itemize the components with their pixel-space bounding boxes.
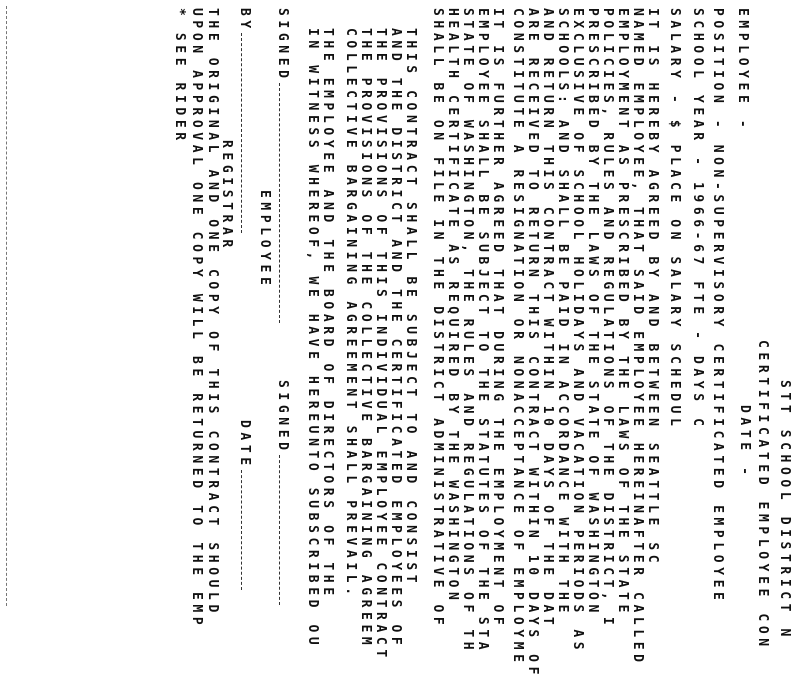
header-date-label: DATE - [737, 405, 752, 480]
paragraph-further-agreed [430, 8, 505, 654]
paragraph-line: AND THE DISTRICT AND THE CERTIFICATED EMPLOYEES OF [388, 28, 403, 650]
employee-field: EMPLOYEE - [735, 8, 750, 133]
paragraph-line: IN WITNESS WHEREOF, WE HAVE HEREUNTO SUBSCRIBED OU [305, 28, 320, 650]
district-title: STT SCHOOL DISTRICT N [777, 380, 792, 641]
paragraph-line: POLICIES, RULES AND REGULATIONS OF THE DISTRICT, I [600, 8, 615, 630]
paragraph-line: PRESCRIBED BY THE LAWS OF THE STATE OF WASHINGTON [585, 8, 600, 617]
paragraph-line: NAMED EMPLOYEE, THAT SAID EMPLOYEE HEREINAFTER CALLED [630, 8, 645, 667]
paragraph-witness [305, 28, 335, 649]
by-signature-line [237, 8, 252, 233]
paragraph-line: STATE OF WASHINGTON, THE RULES AND REGULATIONS OF TH [460, 8, 475, 655]
by-label: BY [237, 8, 252, 33]
signed-label: SIGNED [275, 8, 290, 83]
rider-note: * SEE RIDER [172, 8, 187, 145]
paragraph-line: ARE RECEIVED TO RETURN THIS CONTRACT WITHIN 10 DAYS OF [525, 8, 540, 679]
date-label: DATE [237, 420, 252, 470]
paragraph-line: HEALTH CERTIFICATE AS REQUIRED BY THE WASHINGTON [445, 8, 460, 605]
paragraph-line: COLLECTIVE BARGAINING AGREEMENT SHALL PREVAIL. [343, 28, 358, 600]
paragraph-line: THIS CONTRACT SHALL BE SUBJECT TO AND CONSIST [403, 28, 418, 588]
salary-field: SALARY - $ PLACE ON SALARY SCHEDUL [667, 8, 682, 431]
paragraph-line: EXCLUSIVE OF SCHOOL HOLIDAYS AND VACATION PERIODS AS [570, 8, 585, 655]
signed-label: SIGNED [275, 380, 290, 455]
employee-role-label: EMPLOYEE [257, 190, 272, 290]
paragraph-agreement [510, 8, 660, 679]
paragraph-line: EMPLOYMENT AS PRESCRIBED BY THE LAWS OF THE STATE [615, 8, 630, 617]
paragraph-line: THE EMPLOYEE AND THE BOARD OF DIRECTORS OF THE [320, 28, 335, 600]
paragraph-line: CONSTITUTE A RESIGNATION OR NONACCEPTANCE OF EMPLOYME [510, 8, 525, 667]
date-signature-line [237, 420, 252, 590]
registrar-role-label: REGISTRAR [219, 140, 234, 252]
paragraph-line: IT IS FURTHER AGREED THAT DURING THE EMPLOYMENT OF [490, 8, 505, 630]
paragraph-collective-bargaining [343, 28, 418, 662]
school-year-field: SCHOOL YEAR - 1966-67 FTE - DAYS C [690, 8, 705, 431]
original-copy-notice-1: THE ORIGINAL AND ONE COPY OF THIS CONTRACT SHOULD [205, 8, 220, 617]
paragraph-line: EMPLOYEE SHALL BE SUBJECT TO THE STATUTES OF THE STA [475, 8, 490, 655]
original-copy-notice-2: UPON APPROVAL ONE COPY WILL BE RETURNED TO THE EMP [189, 8, 204, 630]
paragraph-line: IT IS HEREBY AGREED BY AND BETWEEN SEATTLE SC [645, 8, 660, 568]
paragraph-line: AND RETURN THIS CONTRACT WITHIN 10 DAYS OF THE DAT [540, 8, 555, 630]
paragraph-line: SCHOOLS: AND SHALL BE PAID IN ACCORDANCE WITH THE [555, 8, 570, 617]
position-field: POSITION - NON-SUPERVISORY CERTIFICATED EMPLOYEE [710, 8, 725, 605]
employee-signature-line [275, 8, 290, 323]
paragraph-line: SHALL BE ON FILE IN THE DISTRICT ADMINISTRATIVE OF [430, 8, 445, 630]
district-signature-line [275, 380, 290, 605]
paragraph-line: THE PROVISIONS OF THE COLLECTIVE BARGAINING AGREEM [358, 28, 373, 650]
contract-title: CERTIFICATED EMPLOYEE CON [755, 340, 770, 651]
paragraph-line: THE PROVISIONS OF THIS INDIVIDUAL EMPLOYEE CONTRACT [373, 28, 388, 662]
